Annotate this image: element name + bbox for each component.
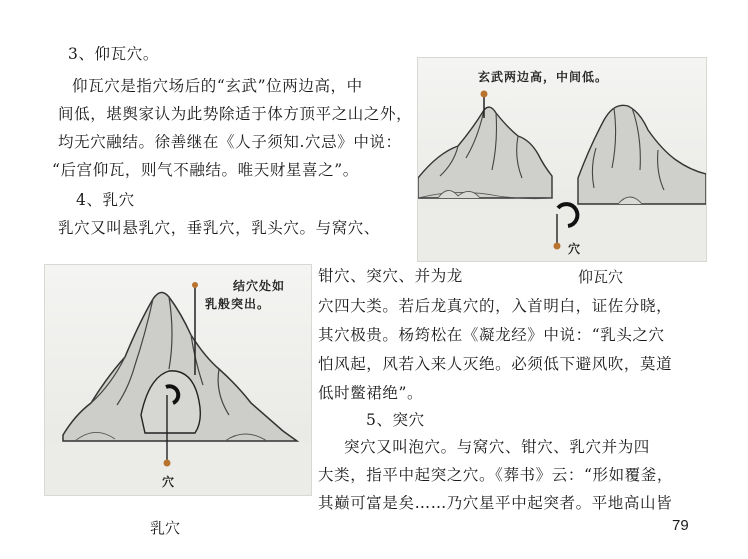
paragraph-line: 仰瓦穴是指穴场后的“玄武”位两边高，中 — [72, 77, 363, 95]
xue-label: 穴 — [568, 242, 582, 256]
mountain-illustration-yangwa — [418, 58, 706, 261]
paragraph-line: “后宫仰瓦，则气不融结。唯天财星喜之”。 — [52, 161, 359, 179]
xue-dot-icon — [164, 460, 171, 467]
paragraph-line: 均无穴融结。徐善继在《人子须知.穴忌》中说： — [58, 133, 402, 151]
page-number: 79 — [672, 517, 689, 534]
paragraph-line: 穴四大类。若后龙真穴的，入首明白，证佐分晓， — [318, 297, 673, 315]
heading-tu: 5、突穴 — [366, 411, 425, 429]
heading-yangwa: 3、仰瓦穴。 — [68, 45, 159, 63]
paragraph-line: 乳穴又叫悬乳穴，垂乳穴，乳头穴。与窝穴、 — [58, 219, 381, 237]
paragraph-line: 怕风起，风若入来人灭绝。必须低下避风吹，莫道 — [318, 355, 673, 373]
pin-dot-icon — [481, 91, 488, 98]
figure-note-line1: 结穴处如 — [233, 279, 286, 293]
figure-caption-ru: 乳穴 — [150, 519, 181, 537]
figure-note-line2: 乳般突出。 — [205, 297, 271, 311]
paragraph-line: 大类，指平中起突之穴。《葬书》云：“形如覆釜， — [318, 466, 673, 484]
xue-label: 穴 — [162, 475, 176, 489]
figure-yangwa — [417, 57, 707, 262]
heading-ru: 4、乳穴 — [76, 191, 135, 209]
pin-dot-icon — [192, 282, 198, 288]
paragraph-line: 其巅可富是矣……乃穴星平中起突者。平地高山皆 — [318, 494, 673, 512]
figure-note: 玄武两边高，中间低。 — [478, 70, 609, 84]
mountain-illustration-ru — [45, 265, 311, 495]
xue-dot-icon — [554, 243, 561, 250]
paragraph-line: 其穴极贵。杨筠松在《凝龙经》中说：“乳头之穴 — [318, 326, 665, 344]
figure-ru — [44, 264, 312, 496]
paragraph-line: 突穴又叫泡穴。与窝穴、钳穴、乳穴并为四 — [344, 438, 650, 456]
figure-caption-yangwa: 仰瓦穴 — [578, 268, 624, 286]
paragraph-line: 钳穴、突穴、并为龙 — [318, 267, 463, 285]
paragraph-line: 低时鳖裙绝”。 — [318, 384, 424, 402]
paragraph-line: 间低，堪舆家认为此势除适于体方顶平之山之外， — [58, 105, 413, 123]
